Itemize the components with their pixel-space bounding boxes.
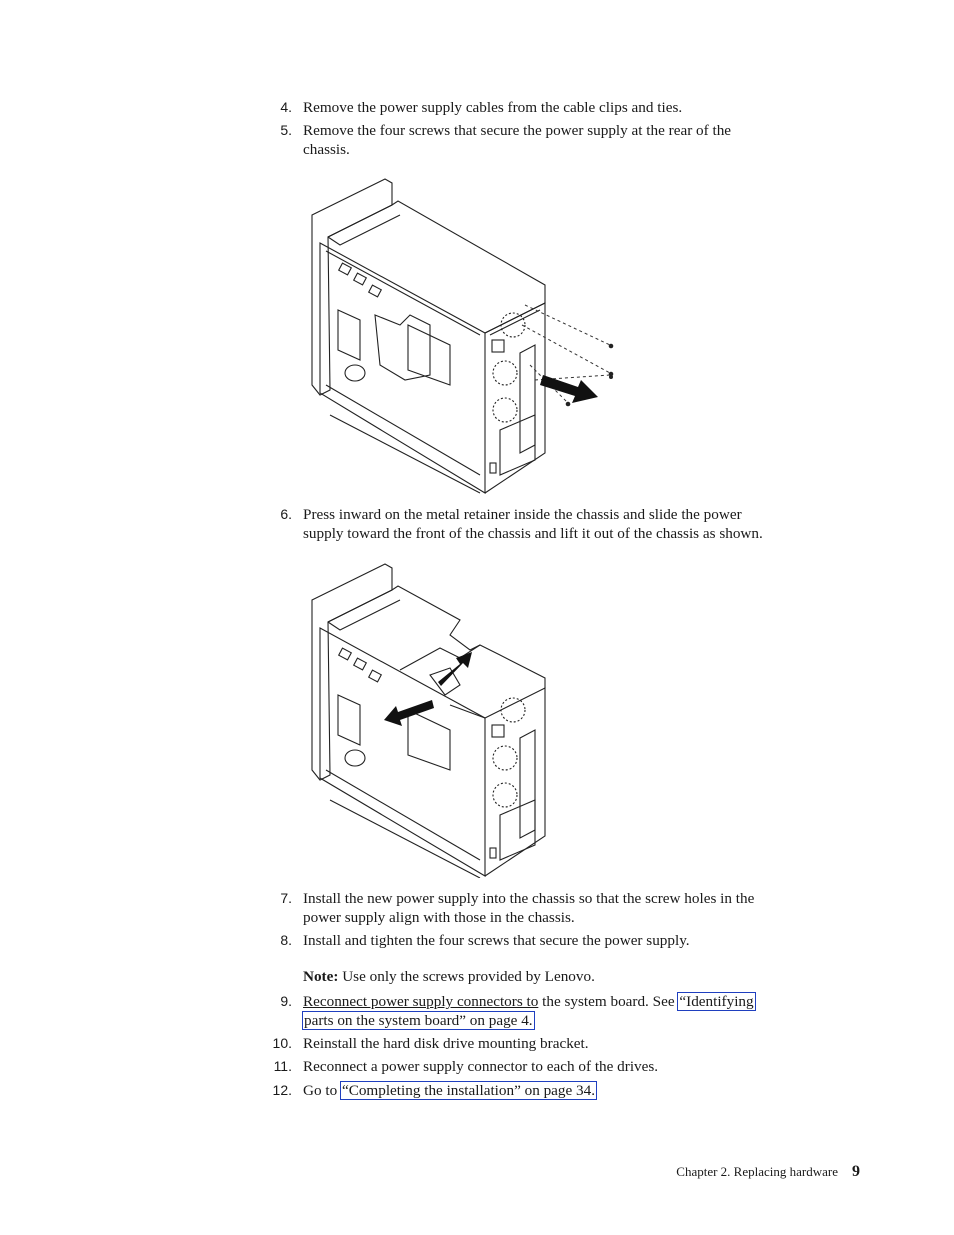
step-number: 8.: [280, 932, 292, 948]
page-number: 9: [852, 1163, 860, 1180]
step-text: Reinstall the hard disk drive mounting bracket.: [303, 1035, 589, 1052]
step-number: 9.: [280, 993, 292, 1009]
page-footer: [600, 1163, 860, 1181]
step-text: Install and tighten the four screws that secure the power supply.: [303, 932, 690, 949]
link-identifying-parts[interactable]: “Identifying: [679, 993, 754, 1010]
step-text: Remove the power supply cables from the cable clips and ties.: [303, 99, 683, 116]
step-number: 7.: [280, 890, 292, 906]
step-number: 11.: [273, 1058, 292, 1074]
figure-slide-power-supply: [300, 560, 550, 878]
link-completing-installation[interactable]: “Completing the installation” on page 34.: [341, 1082, 596, 1099]
note: [303, 968, 595, 986]
figure-remove-screws: [300, 175, 620, 497]
step-number: 4.: [280, 99, 292, 115]
step-text: Press inward on the metal retainer inside the chassis and slide the power supply toward the front of the chassis and lift it out of the chassis as shown.: [303, 506, 763, 542]
step-number: 6.: [280, 506, 292, 522]
underlined-text: Reconnect power supply connectors to: [303, 993, 539, 1010]
step-number: 10.: [272, 1035, 292, 1051]
note-label: Note:: [303, 968, 339, 985]
step-text: Reconnect power supply connectors to the system board. See “Identifying parts on the system board” on page 4.: [303, 993, 754, 1029]
step-text: Install the new power supply into the chassis so that the screw holes in the power supply align with those in the chassis.: [303, 890, 755, 926]
step-number: 12.: [272, 1082, 292, 1098]
step-text: Remove the four screws that secure the power supply at the rear of the chassis.: [303, 122, 732, 158]
chapter-title: Chapter 2. Replacing hardware: [676, 1164, 838, 1179]
step-text: Go to “Completing the installation” on page 34.: [303, 1082, 596, 1099]
step-number: 5.: [280, 122, 292, 138]
note-text: Use only the screws provided by Lenovo.: [338, 968, 595, 985]
link-identifying-parts-cont[interactable]: parts on the system board” on page 4.: [304, 1012, 533, 1029]
step-text: Reconnect a power supply connector to each of the drives.: [303, 1058, 659, 1075]
